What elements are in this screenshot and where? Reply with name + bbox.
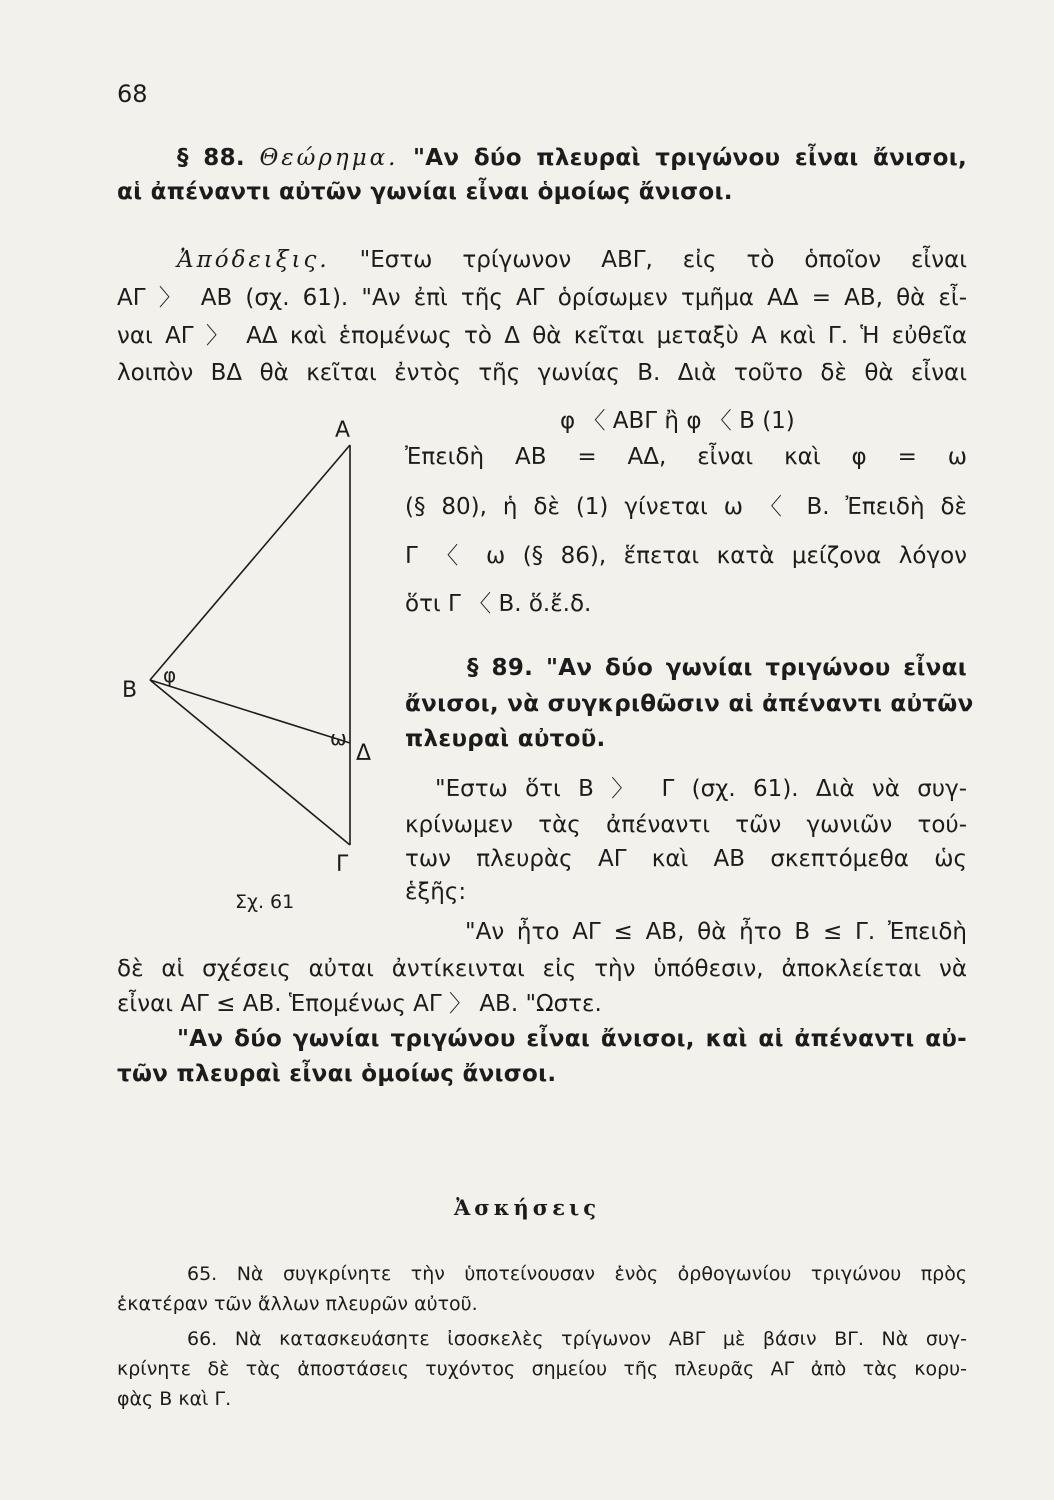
theorem-88-line-1 — [177, 142, 967, 174]
figure-caption: Σχ. 61 — [235, 891, 295, 913]
label-B: Β — [122, 678, 138, 703]
proof-89-line-7: εἶναι ΑΓ ≤ ΑΒ. Ἑπομένως ΑΓ 〉 ΑΒ. "Ωστε. — [117, 991, 602, 1017]
proof-89-line-3: των πλευρὰς ΑΓ καὶ ΑΒ σκεπτόμεθα ὡς — [405, 846, 967, 872]
exercise-66-line-2: κρίνητε δὲ τὰς ἀποστάσεις τυχόντος σημείου τῆς πλευρᾶς ΑΓ ἀπὸ τὰς κορυ- — [117, 1358, 967, 1380]
theorem-88-line-2: αἱ ἀπέναντι αὐτῶν γωνίαι εἶναι ὁμοίως ἄνισοι. — [117, 179, 733, 205]
theorem-89-line-3: πλευραὶ αὐτοῦ. — [405, 726, 606, 752]
label-D: Δ — [356, 741, 372, 766]
proof-89-line-5: "Αν ἦτο ΑΓ ≤ ΑΒ, θὰ ἦτο Β ≤ Γ. Ἐπειδὴ — [465, 919, 967, 945]
proof-89-conclusion-1: "Αν δύο γωνίαι τριγώνου εἶναι ἄνισοι, καὶ αἱ ἀπέναντι αὐ- — [177, 1026, 967, 1052]
proof-89-line-2: κρίνωμεν τὰς ἀπέναντι τῶν γωνιῶν τού- — [405, 812, 967, 838]
proof-88-line-8: ὅτι Γ 〈 Β. ὅ.ἔ.δ. — [405, 591, 592, 617]
page-number: 68 — [117, 80, 148, 108]
theorem-88-label: Θεώρημα. — [259, 145, 399, 171]
exercises-heading: Ἀσκήσεις — [454, 1195, 600, 1220]
side-AB — [150, 445, 350, 680]
theorem-88-statement-1: "Αν δύο πλευραὶ τριγώνου εἶναι ἄνισοι, — [412, 145, 968, 171]
theorem-89-statement-1: "Αν δύο γωνίαι τριγώνου εἶναι — [545, 655, 967, 681]
theorem-89-line-2: ἄνισοι, νὰ συγκριθῶσιν αἱ ἀπέναντι αὐτῶν — [405, 691, 974, 717]
proof-89-line-6: δὲ αἱ σχέσεις αὐται ἀντίκεινται εἰς τὴν ὑπόθεσιν, ἀποκλείεται νὰ — [117, 956, 967, 982]
label-A: Α — [335, 418, 351, 443]
proof-88-line-3: ναι ΑΓ 〉 ΑΔ καὶ ἑπομένως τὸ Δ θὰ κεῖται μεταξὺ Α καὶ Γ. Ἡ εὐθεῖα — [117, 323, 967, 349]
segment-BD — [150, 680, 350, 743]
theorem-89-number: § 89. — [467, 655, 534, 681]
proof-88-label: Ἀπόδειξις. — [177, 247, 330, 273]
proof-89-line-1: "Εστω ὅτι Β 〉 Γ (σχ. 61). Διὰ νὰ συγ- — [435, 776, 967, 802]
proof-89-line-4: ἑξῆς: — [405, 879, 467, 905]
side-BG — [150, 680, 350, 845]
label-phi: φ — [163, 663, 177, 687]
figure-61 — [122, 405, 390, 925]
proof-88-line-7: Γ 〈 ω (§ 86), ἕπεται κατὰ μείζονα λόγον — [405, 543, 967, 569]
theorem-88-number: § 88. — [177, 145, 245, 171]
label-G: Γ — [336, 852, 349, 877]
proof-88-line-6: (§ 80), ἡ δὲ (1) γίνεται ω 〈 Β. Ἐπειδὴ δὲ — [405, 494, 967, 520]
exercise-66-line-3: φὰς Β καὶ Γ. — [117, 1388, 232, 1410]
proof-88-line-1 — [177, 244, 967, 276]
label-omega: ω — [330, 726, 347, 750]
exercise-65-line-2: ἑκατέραν τῶν ἄλλων πλευρῶν αὐτοῦ. — [117, 1293, 478, 1315]
proof-88-line-4: λοιπὸν ΒΔ θὰ κεῖται ἐντὸς τῆς γωνίας Β. Διὰ τοῦτο δὲ θὰ εἶναι — [117, 360, 967, 386]
proof-88-line-2: ΑΓ 〉 ΑΒ (σχ. 61). "Αν ἐπὶ τῆς ΑΓ ὁρίσωμεν τμῆμα ΑΔ = ΑΒ, θὰ εἶ- — [117, 285, 967, 311]
proof-88-line-5: Ἐπειδὴ ΑΒ = ΑΔ, εἶναι καὶ φ = ω — [405, 444, 967, 470]
theorem-89-line-1 — [467, 652, 967, 684]
proof-88-formula: φ 〈 ΑΒΓ ἢ φ 〈 Β (1) — [560, 408, 795, 434]
proof-89-conclusion-2: τῶν πλευραὶ εἶναι ὁμοίως ἄνισοι. — [117, 1061, 557, 1087]
exercise-66-line-1: 66. Νὰ κατασκευάσητε ἰσοσκελὲς τρίγωνον ΑΒΓ μὲ βάσιν ΒΓ. Νὰ συγ- — [187, 1328, 967, 1350]
proof-88-line-1-text: "Εστω τρίγωνον ΑΒΓ, εἰς τὸ ὁποῖον εἶναι — [359, 247, 968, 273]
exercise-65-line-1: 65. Νὰ συγκρίνητε τὴν ὑποτείνουσαν ἑνὸς ὀρθογωνίου τριγώνου πρὸς — [187, 1263, 967, 1285]
